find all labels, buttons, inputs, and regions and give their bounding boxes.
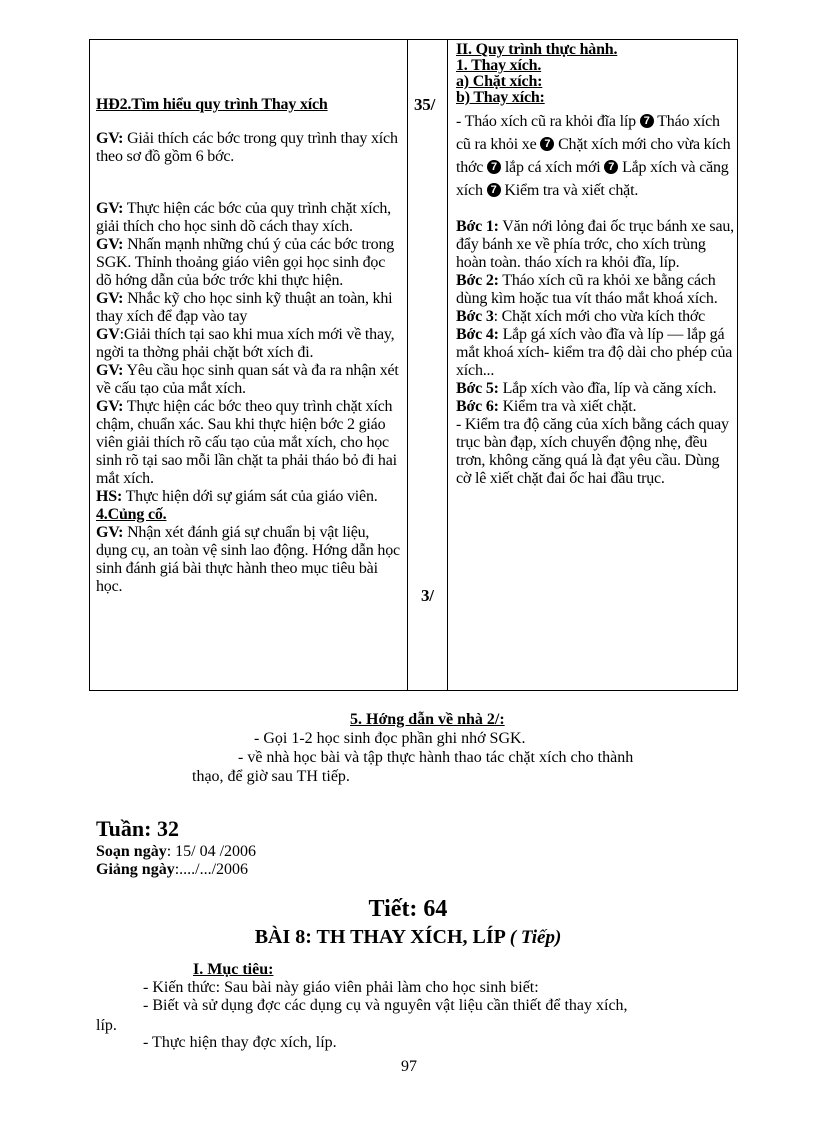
role-label: GV: [96, 398, 124, 415]
arrow-bullet-icon: 7 [604, 160, 618, 174]
activity-text: Yêu cầu học sinh quan sát và đa ra nhận xét về cấu tạo của mắt xích. [96, 362, 399, 397]
role-label: GV: [96, 290, 124, 307]
time-3: 3/ [421, 586, 434, 605]
homework-line: - về nhà học bài và tập thực hành thao tác chặt xích cho thành [238, 749, 634, 766]
role-label: HS: [96, 488, 123, 505]
arrow-bullet-icon: 7 [487, 160, 501, 174]
week-label: Tuần: 32 [96, 816, 179, 841]
check-note: - Kiểm tra độ căng của xích bằng cách quay trục bàn đạp, xích chuyển động nhẹ, đều trơn, không căng quá là đạt yêu cầu. Dùng cờ lê xiết chặt đai ốc hai đầu trục. [456, 416, 729, 487]
period-title: Tiết: 64 [368, 896, 448, 922]
activity-text: Giải thích các bớc trong quy trình thay xích theo sơ đồ gồm 6 bớc. [96, 130, 398, 165]
activity-text: Thực hiện các bớc theo quy trình chặt xích chậm, chuẩn xác. Sau khi thực hiện bớc 2 giáo viên giải thích rõ cấu tạo của mắt xích, cho học sinh rõ tại sao mỗi lần chặt ta phải tháo bỏ đi hai mắt xích. [96, 398, 397, 487]
arrow-bullet-icon: 7 [640, 114, 654, 128]
step-text: Lắp xích vào đĩa, líp và căng xích. [498, 380, 717, 397]
subsection-heading: 1. Thay xích. [456, 57, 542, 74]
lesson-table [89, 39, 738, 691]
arrow-bullet-icon: 7 [540, 137, 554, 151]
steps-list [456, 218, 734, 488]
homework-line: - Gọi 1-2 học sinh đọc phần ghi nhớ SGK. [254, 730, 526, 747]
role-label: GV: [96, 200, 124, 217]
process-flow [456, 110, 734, 202]
flow-step: Chặt xích mới cho vừa kích thớc [456, 136, 731, 176]
activity-text: :Giải thích tại sao khi mua xích mới về thay, ngời ta thờng phải chặt bớt xích đi. [96, 326, 395, 361]
objective-line: - Biết và sử dụng đợc các dụng cụ và nguyên vật liệu cần thiết để thay xích, [143, 997, 628, 1014]
activity-list [96, 200, 403, 596]
objective-line: - Thực hiện thay đợc xích, líp. [143, 1034, 337, 1051]
role-label: GV: [96, 130, 124, 147]
step-label: Bớc 4: [456, 326, 499, 343]
subsection-heading: b) Thay xích: [456, 89, 545, 106]
activity-text: Nhận xét đánh giá sự chuẩn bị vật liệu, dụng cụ, an toàn vệ sinh lao động. Hớng dẫn học sinh đánh giá bài thực hành theo mục tiêu bài học. [96, 524, 400, 595]
step-text: Tháo xích cũ ra khỏi xe bằng cách dùng kìm hoặc tua vít tháo mắt khoá xích. [456, 272, 718, 307]
role-label: GV: [96, 524, 124, 541]
activity-column [96, 96, 403, 596]
objective-line: líp. [96, 1017, 117, 1034]
activity-text: Thực hiện dới sự giám sát của giáo viên. [122, 488, 378, 505]
step-label: Bớc 1: [456, 218, 499, 235]
step-text: : Chặt xích mới cho vừa kích thớc [493, 308, 706, 325]
homework-heading: 5. Hớng dẫn về nhà 2/: [350, 711, 505, 728]
arrow-bullet-icon: 7 [487, 183, 501, 197]
flow-step: Kiểm tra và xiết chặt. [500, 182, 639, 199]
objectives-heading: I. Mục tiêu: [193, 961, 274, 978]
flow-step: - Tháo xích cũ ra khỏi đĩa líp [456, 113, 640, 130]
teaching-date [96, 860, 248, 879]
section-heading: II. Quy trình thực hành. [456, 41, 618, 58]
activity-text: Nhắc kỹ cho học sinh kỹ thuật an toàn, khi thay xích để đạp vào tay [96, 290, 393, 325]
column-divider [407, 40, 408, 690]
activity-text: Nhấn mạnh những chú ý của các bớc trong SGK. Thỉnh thoảng giáo viên gọi học sinh đọc dõ hớng dẫn của bớc trớc khi thực hiện. [96, 236, 395, 289]
role-label: GV: [96, 236, 124, 253]
activity-text: Thực hiện các bớc của quy trình chặt xích, giải thích cho học sinh dõ cách thay xích. [96, 200, 391, 235]
time-35: 35/ [414, 95, 436, 114]
homework-line: thạo, để giờ sau TH tiếp. [192, 768, 350, 785]
lesson-title [0, 926, 816, 949]
teaching-label: Giảng ngày [96, 861, 175, 878]
flow-step: Tháo xích cũ ra khỏi xe [456, 113, 720, 153]
flow-step: Lắp xích và căng xích [456, 159, 729, 199]
subsection-heading: a) Chặt xích: [456, 73, 543, 90]
role-label: GV [96, 326, 120, 343]
flow-step: lắp cá xích mới [501, 159, 605, 176]
column-divider [447, 40, 448, 690]
step-text: Văn nới lỏng đai ốc trục bánh xe sau, đẩy bánh xe về phía trớc, cho xích trùng hoàn toàn. tháo xích ra khỏi đĩa, líp. [456, 218, 734, 271]
step-label: Bớc 6: [456, 398, 499, 415]
teaching-value: :..../.../2006 [174, 861, 249, 878]
prepared-label: Soạn ngày [96, 843, 167, 860]
step-label: Bớc 2: [456, 272, 499, 289]
lesson-title-text: BÀI 8: TH THAY XÍCH, LÍP [254, 926, 505, 948]
prepared-value: : 15/ 04 /2006 [166, 843, 257, 860]
step-text: Lắp gá xích vào đĩa và líp — lắp gá mắt khoá xích- kiểm tra độ dài cho phép của xích... [456, 326, 733, 379]
objective-line: - Kiến thức: Sau bài này giáo viên phải làm cho học sinh biết: [143, 979, 539, 996]
role-label: GV: [96, 362, 124, 379]
content-column [456, 42, 734, 488]
lesson-title-suffix: ( Tiếp) [509, 927, 562, 948]
step-label: Bớc 3 [456, 308, 494, 325]
prepared-date [96, 842, 256, 861]
step-label: Bớc 5: [456, 380, 499, 397]
page-number: 97 [401, 1058, 417, 1075]
step-text: Kiểm tra và xiết chặt. [498, 398, 637, 415]
consolidation-heading: 4.Củng cố. [96, 506, 167, 523]
activity-heading: HĐ2.Tìm hiểu quy trình Thay xích [96, 96, 328, 113]
